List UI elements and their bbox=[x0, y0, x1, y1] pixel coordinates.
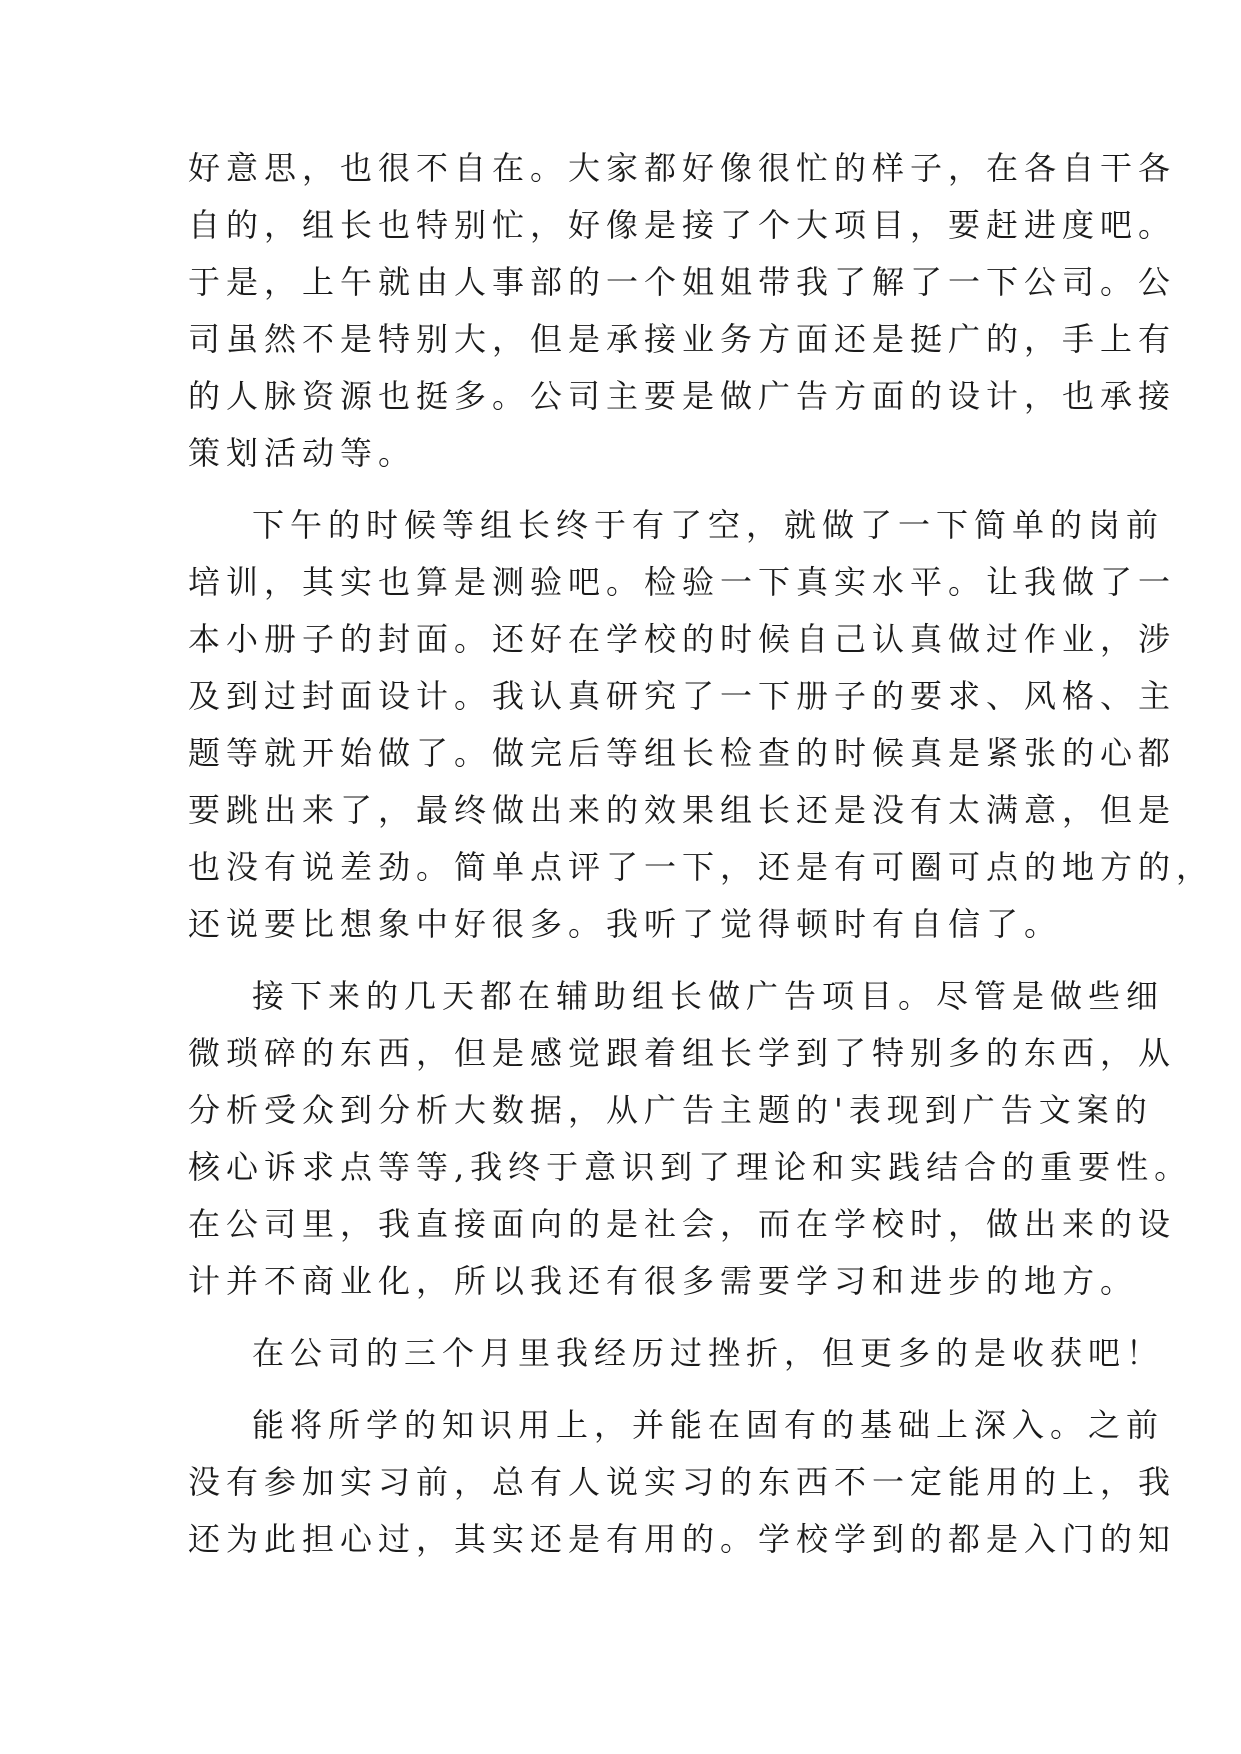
text-line: 本小册子的封面。还好在学校的时候自己认真做过作业，涉 bbox=[188, 620, 1177, 658]
text-line: 策划活动等。 bbox=[188, 434, 417, 472]
text-line: 自的，组长也特别忙，好像是接了个大项目，要赶进度吧。 bbox=[188, 206, 1177, 244]
text-line: 在公司里，我直接面向的是社会，而在学校时，做出来的设 bbox=[188, 1205, 1177, 1243]
text-line: 计并不商业化，所以我还有很多需要学习和进步的地方。 bbox=[188, 1262, 1139, 1300]
text-line: 下午的时候等组长终于有了空，就做了一下简单的岗前 bbox=[252, 506, 1165, 544]
text-line: 及到过封面设计。我认真研究了一下册子的要求、风格、主 bbox=[188, 677, 1177, 715]
text-line: 好意思，也很不自在。大家都好像很忙的样子，在各自干各 bbox=[188, 149, 1177, 187]
text-line: 于是，上午就由人事部的一个姐姐带我了解了一下公司。公 bbox=[188, 263, 1177, 301]
text-line: 能将所学的知识用上，并能在固有的基础上深入。之前 bbox=[252, 1406, 1165, 1444]
text-line: 接下来的几天都在辅助组长做广告项目。尽管是做些细 bbox=[252, 977, 1165, 1015]
text-line: 在公司的三个月里我经历过挫折，但更多的是收获吧！ bbox=[252, 1334, 1165, 1372]
text-line: 没有参加实习前，总有人说实习的东西不一定能用的上，我 bbox=[188, 1463, 1177, 1501]
text-line: 分析受众到分析大数据，从广告主题的'表现到广告文案的 bbox=[188, 1091, 1153, 1129]
text-line: 的人脉资源也挺多。公司主要是做广告方面的设计，也承接 bbox=[188, 377, 1177, 415]
text-line: 还为此担心过，其实还是有用的。学校学到的都是入门的知 bbox=[188, 1520, 1177, 1558]
text-line: 司虽然不是特别大，但是承接业务方面还是挺广的，手上有 bbox=[188, 320, 1177, 358]
text-line: 题等就开始做了。做完后等组长检查的时候真是紧张的心都 bbox=[188, 734, 1177, 772]
text-line: 核心诉求点等等,我终于意识到了理论和实践结合的重要性。 bbox=[188, 1148, 1193, 1186]
text-line: 要跳出来了，最终做出来的效果组长还是没有太满意，但是 bbox=[188, 791, 1177, 829]
text-line: 微琐碎的东西，但是感觉跟着组长学到了特别多的东西，从 bbox=[188, 1034, 1177, 1072]
text-line: 还说要比想象中好很多。我听了觉得顿时有自信了。 bbox=[188, 905, 1063, 943]
text-line: 也没有说差劲。简单点评了一下，还是有可圈可点的地方的， bbox=[188, 848, 1215, 886]
text-line: 培训，其实也算是测验吧。检验一下真实水平。让我做了一 bbox=[188, 563, 1177, 601]
